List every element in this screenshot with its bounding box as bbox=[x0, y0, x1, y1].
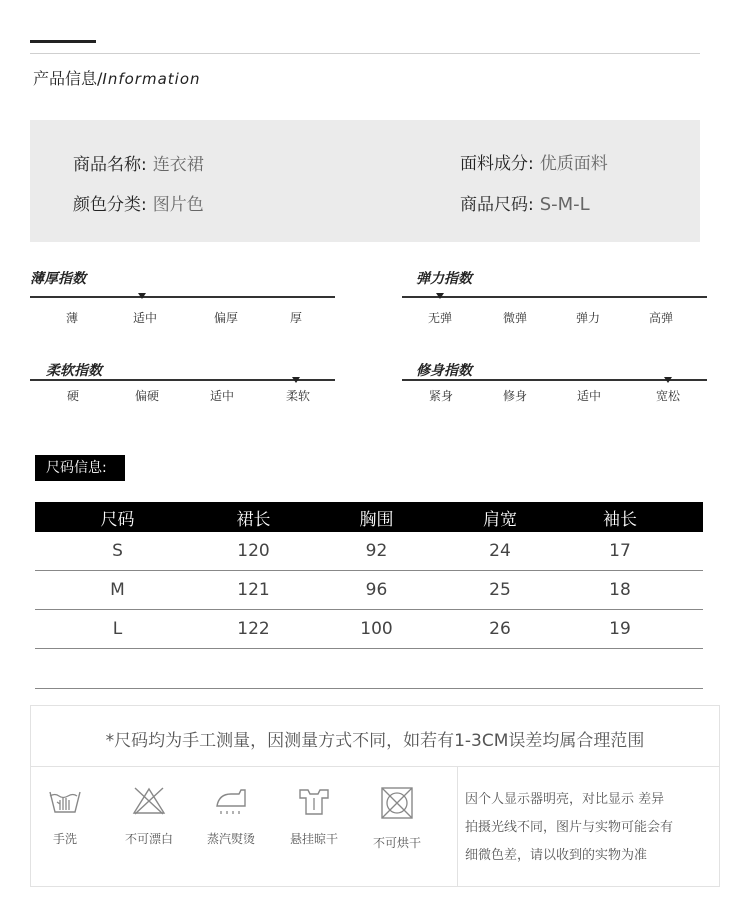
index-thickness-line bbox=[30, 296, 335, 298]
cell-length: 122 bbox=[237, 619, 270, 639]
index-elasticity-option: 高弹 bbox=[648, 311, 674, 325]
cell-bust: 100 bbox=[360, 619, 393, 639]
care-item-steam-iron bbox=[191, 786, 271, 847]
cell-sleeve: 17 bbox=[609, 541, 631, 561]
info-name-value: 连衣裙 bbox=[152, 155, 204, 175]
index-fit bbox=[402, 360, 707, 420]
product-info-panel bbox=[30, 120, 700, 242]
care-label: 手洗 bbox=[52, 832, 77, 846]
care-label: 不可烘干 bbox=[372, 836, 421, 850]
disclaimer-line: 拍摄光线不同，图片与实物可能会有 bbox=[465, 820, 674, 835]
care-label: 悬挂晾干 bbox=[289, 832, 338, 846]
size-info-label: 尺码信息: bbox=[35, 455, 125, 481]
header-sleeve: 袖长 bbox=[603, 509, 637, 530]
info-fabric-value: 优质面料 bbox=[539, 154, 608, 174]
index-fit-line bbox=[402, 379, 707, 381]
index-softness-option: 偏硬 bbox=[134, 389, 160, 403]
index-thickness-title: 薄厚指数 bbox=[30, 271, 86, 287]
index-softness bbox=[30, 360, 335, 420]
index-softness-option: 硬 bbox=[66, 389, 80, 403]
title-separator: / bbox=[97, 69, 103, 88]
cell-size: S bbox=[112, 541, 123, 561]
cell-size: M bbox=[110, 580, 125, 600]
hand-wash-icon bbox=[47, 786, 83, 816]
header-accent-bar bbox=[30, 40, 96, 43]
info-size bbox=[460, 190, 590, 215]
info-name bbox=[73, 150, 204, 175]
title-en: Information bbox=[102, 70, 201, 88]
steam-iron-icon bbox=[213, 786, 249, 816]
care-item-hand-wash bbox=[25, 786, 105, 847]
header-length: 裙长 bbox=[236, 509, 271, 530]
info-fabric-label: 面料成分: bbox=[460, 154, 534, 174]
care-item-no-tumble-dry bbox=[357, 786, 437, 851]
disclaimer-line: 细微色差，请以收到的实物为准 bbox=[465, 848, 648, 863]
section-title bbox=[33, 66, 201, 89]
info-color bbox=[73, 190, 204, 215]
index-elasticity bbox=[402, 268, 707, 328]
index-thickness-option: 偏厚 bbox=[213, 311, 239, 325]
disclaimer-line: 因个人显示器明亮，对比显示 差异 bbox=[465, 792, 665, 807]
index-elasticity-title: 弹力指数 bbox=[416, 271, 472, 287]
no-tumble-dry-icon bbox=[379, 786, 415, 820]
cell-sleeve: 18 bbox=[609, 580, 631, 600]
index-thickness-option: 薄 bbox=[65, 311, 79, 325]
index-elasticity-line bbox=[402, 296, 707, 298]
care-item-no-bleach bbox=[109, 786, 189, 847]
index-fit-option: 适中 bbox=[576, 389, 602, 403]
cell-size: L bbox=[112, 619, 123, 639]
index-thickness-option: 适中 bbox=[132, 311, 158, 325]
cell-length: 120 bbox=[237, 541, 270, 561]
cell-bust: 92 bbox=[365, 541, 388, 561]
care-label: 不可漂白 bbox=[124, 832, 173, 846]
info-color-value: 图片色 bbox=[152, 195, 204, 215]
header-shoulder: 肩宽 bbox=[483, 509, 517, 530]
info-color-label: 颜色分类: bbox=[73, 195, 147, 215]
care-divider bbox=[31, 766, 719, 767]
index-elasticity-marker bbox=[436, 293, 444, 299]
header-size: 尺码 bbox=[100, 509, 135, 530]
index-thickness-marker bbox=[138, 293, 146, 299]
info-fabric bbox=[460, 149, 608, 174]
care-label: 蒸汽熨烫 bbox=[206, 832, 255, 846]
no-bleach-icon bbox=[131, 786, 167, 816]
info-name-label: 商品名称: bbox=[73, 155, 147, 175]
cell-shoulder: 26 bbox=[489, 619, 511, 639]
index-softness-title: 柔软指数 bbox=[46, 363, 102, 379]
table-row bbox=[35, 571, 703, 610]
cell-shoulder: 24 bbox=[489, 541, 511, 561]
index-fit-marker bbox=[664, 377, 672, 383]
header-bust: 胸围 bbox=[359, 509, 394, 530]
care-panel bbox=[30, 705, 720, 887]
color-disclaimer bbox=[465, 786, 717, 870]
index-fit-option: 紧身 bbox=[428, 389, 454, 403]
index-fit-option: 修身 bbox=[502, 389, 528, 403]
measurement-note: *尺码均为手工测量，因测量方式不同，如若有1-3CM误差均属合理范围 bbox=[105, 731, 645, 751]
header-divider bbox=[30, 53, 700, 54]
care-item-hang-dry bbox=[274, 786, 354, 847]
table-row bbox=[35, 532, 703, 571]
index-softness-line bbox=[30, 379, 335, 381]
index-thickness bbox=[30, 268, 335, 328]
index-fit-title: 修身指数 bbox=[416, 363, 472, 379]
index-elasticity-option: 无弹 bbox=[427, 311, 453, 325]
care-vertical-divider bbox=[457, 766, 458, 887]
hang-dry-icon bbox=[296, 786, 332, 816]
index-thickness-option: 厚 bbox=[289, 311, 303, 325]
index-softness-option: 柔软 bbox=[285, 389, 311, 403]
size-table-header bbox=[35, 502, 703, 532]
title-cn: 产品信息 bbox=[33, 69, 98, 88]
info-size-value: S-M-L bbox=[539, 194, 590, 215]
index-softness-marker bbox=[292, 377, 300, 383]
index-elasticity-option: 微弹 bbox=[502, 311, 528, 325]
cell-bust: 96 bbox=[365, 580, 388, 600]
cell-length: 121 bbox=[237, 580, 270, 600]
index-fit-option: 宽松 bbox=[655, 389, 681, 403]
cell-shoulder: 25 bbox=[489, 580, 511, 600]
index-elasticity-option: 弹力 bbox=[575, 311, 601, 325]
cell-sleeve: 19 bbox=[609, 619, 631, 639]
table-row bbox=[35, 610, 703, 649]
index-softness-option: 适中 bbox=[209, 389, 235, 403]
info-size-label: 商品尺码: bbox=[460, 195, 534, 215]
table-bottom-divider bbox=[35, 688, 703, 689]
size-table bbox=[35, 502, 703, 649]
